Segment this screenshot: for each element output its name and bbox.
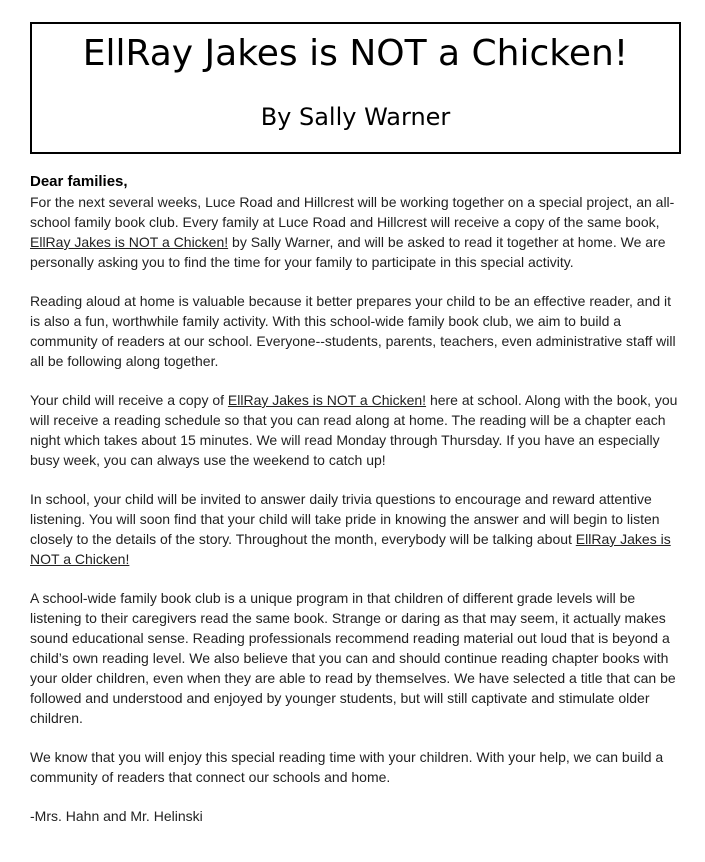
signature: -Mrs. Hahn and Mr. Helinski [30, 808, 203, 824]
paragraph-text: For the next several weeks, Luce Road and Hillcrest will be working together on a special project, an all-school family book club. Every family at Luce Road and Hillcrest will receive a copy of the same book, [30, 194, 675, 230]
greeting: Dear families, [30, 173, 128, 190]
paragraph-program: A school-wide family book club is a unique program in that children of different grade levels will be listening to their caregivers read the same book. Strange or daring as that may seem, it actually makes sound educational sense. Reading professionals recommend reading material out loud that is beyond a child’s own reading level. We also believe that you can and should continue reading chapter books with your older children, even when they are able to read by themselves. We have selected a title that can be followed and understood and enjoyed by younger students, but will still captivate and stimulate older children. [30, 590, 676, 726]
paragraph-text: Your child will receive a copy of [30, 392, 228, 408]
paragraph-text: by Sally Warner, and will be asked to read it together at home. We are personally asking you to find the time for your family to participate in this special activity. [30, 234, 666, 270]
author-byline: By Sally Warner [260, 103, 451, 131]
paragraph-reading-aloud: Reading aloud at home is valuable because it better prepares your child to be an effective reader, and it is also a fun, worthwhile family activity. With this school-wide family book club, we aim to build a community of readers at our school. Everyone--students, parents, teachers, even administrative staff will all be following along together. [30, 293, 676, 369]
paragraph-text: here at school. Along with the book, you will receive a reading schedule so that you can read along at home. The reading will be a chapter each night which takes about 15 minutes. We will read Monday through Thursday. If you have an especially busy week, you can always use the weekend to catch up! [30, 392, 678, 468]
paragraph-trivia [30, 489, 682, 569]
paragraph-closing: We know that you will enjoy this special reading time with your children. With your help, we can build a community of readers that connect our schools and home. [30, 749, 664, 785]
paragraph-text: In school, your child will be invited to answer daily trivia questions to encourage and reward attentive listening. You will soon find that your child will take pride in knowing the answer and will begin to listen closely to the details of the story. Throughout the month, everybody will be talking about [30, 491, 660, 547]
book-title-reference: EllRay Jakes is NOT a Chicken! [227, 392, 427, 408]
book-title-reference: EllRay Jakes is NOT a Chicken! [30, 234, 229, 250]
book-title-reference: EllRay Jakes is NOT a Chicken! [30, 531, 671, 567]
paragraph-intro [30, 192, 682, 272]
paragraph-schedule [30, 390, 682, 470]
book-title: EllRay Jakes is NOT a Chicken! [82, 33, 629, 74]
title-box [30, 22, 681, 154]
letter-body [30, 172, 682, 826]
